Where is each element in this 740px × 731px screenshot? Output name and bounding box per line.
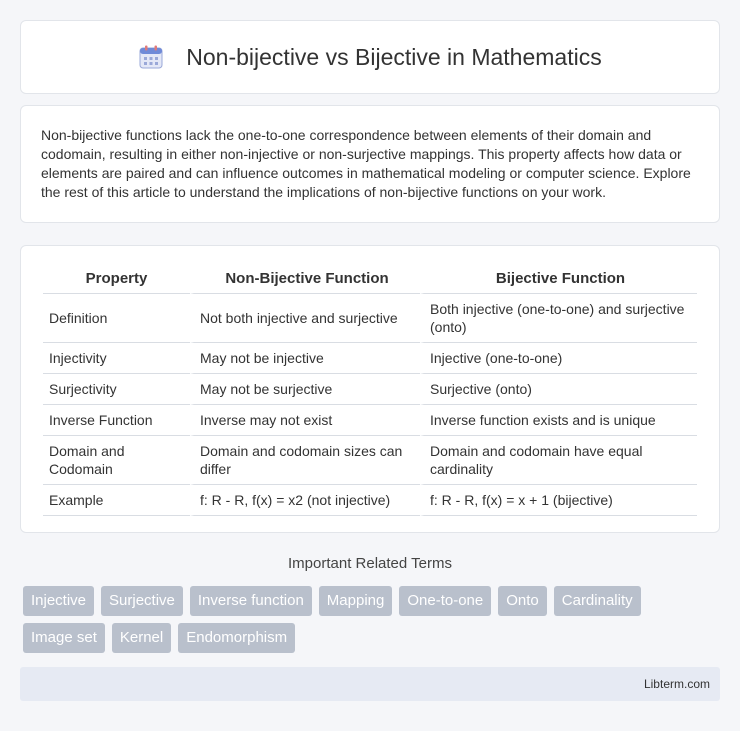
- header-non-bijective: Non-Bijective Function: [190, 266, 420, 294]
- table-cell: Both injective (one-to-one) and surjective (onto): [420, 294, 697, 343]
- table-cell: Injectivity: [43, 343, 190, 374]
- table-cell: Surjective (onto): [420, 374, 697, 405]
- table-cell: Definition: [43, 294, 190, 343]
- intro-card: [20, 105, 720, 223]
- table-row: [43, 343, 697, 374]
- related-terms-title: Important Related Terms: [288, 555, 452, 572]
- calendar-icon: [138, 44, 164, 70]
- tag-one-to-one[interactable]: One-to-one: [399, 586, 491, 616]
- table-cell: May not be injective: [190, 343, 420, 374]
- related-terms-tags: [23, 586, 723, 653]
- table-header-row: [43, 266, 697, 294]
- tag-inverse-function[interactable]: Inverse function: [190, 586, 312, 616]
- page-title: Non-bijective vs Bijective in Mathematics: [186, 43, 602, 70]
- comparison-table-card: [20, 245, 720, 533]
- title-card: [20, 20, 720, 94]
- table-cell: May not be surjective: [190, 374, 420, 405]
- table-cell: Inverse Function: [43, 405, 190, 436]
- tag-onto[interactable]: Onto: [498, 586, 547, 616]
- tag-image-set[interactable]: Image set: [23, 623, 105, 653]
- tag-injective[interactable]: Injective: [23, 586, 94, 616]
- table-row: [43, 294, 697, 343]
- comparison-table: [43, 266, 697, 516]
- table-cell: Injective (one-to-one): [420, 343, 697, 374]
- header-property: Property: [43, 266, 190, 294]
- tag-endomorphism[interactable]: Endomorphism: [178, 623, 295, 653]
- tag-surjective[interactable]: Surjective: [101, 586, 183, 616]
- intro-text: Non-bijective functions lack the one-to-one correspondence between elements of their domain and codomain, resulting in either non-injective or non-surjective mappings. This property affects how data or elements are paired and can influence outcomes in mathematical modeling or computer science. Explore the rest of this article to understand the implications of non-bijective functions on your work.: [41, 127, 691, 200]
- table-row: [43, 405, 697, 436]
- table-row: [43, 436, 697, 485]
- table-cell: Domain and codomain sizes can differ: [190, 436, 420, 485]
- tag-cardinality[interactable]: Cardinality: [554, 586, 641, 616]
- tag-kernel[interactable]: Kernel: [112, 623, 171, 653]
- table-row: [43, 485, 697, 516]
- table-cell: Example: [43, 485, 190, 516]
- table-cell: f: R - R, f(x) = x2 (not injective): [190, 485, 420, 516]
- footer-brand-link[interactable]: Libterm.com: [643, 677, 710, 691]
- table-cell: Inverse function exists and is unique: [420, 405, 697, 436]
- table-cell: Domain and codomain have equal cardinality: [420, 436, 697, 485]
- table-cell: f: R - R, f(x) = x + 1 (bijective): [420, 485, 697, 516]
- table-cell: Surjectivity: [43, 374, 190, 405]
- table-cell: Domain and Codomain: [43, 436, 190, 485]
- table-cell: Not both injective and surjective: [190, 294, 420, 343]
- footer: [20, 667, 720, 701]
- tag-mapping[interactable]: Mapping: [319, 586, 393, 616]
- table-row: [43, 374, 697, 405]
- table-cell: Inverse may not exist: [190, 405, 420, 436]
- header-bijective: Bijective Function: [420, 266, 697, 294]
